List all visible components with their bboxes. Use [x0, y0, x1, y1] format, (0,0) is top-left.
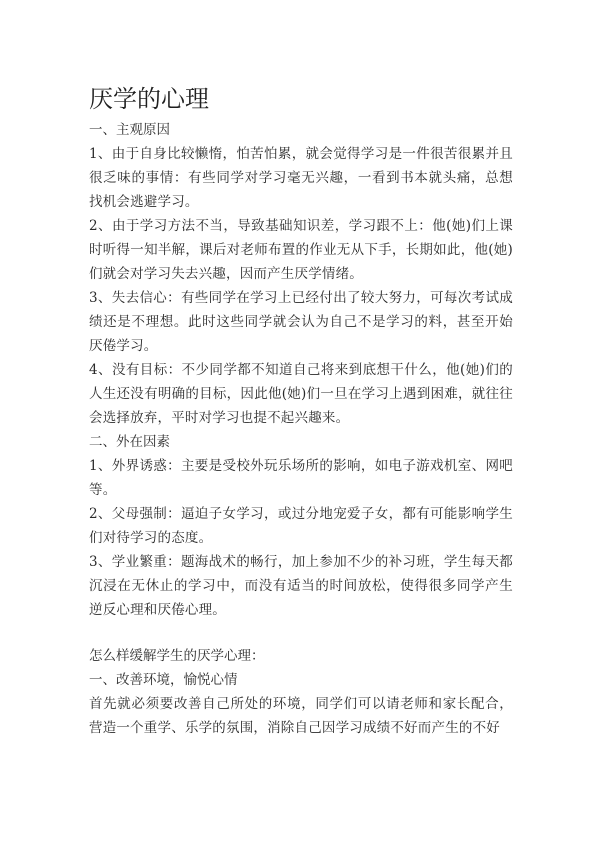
- paragraph: 3、失去信心：有些同学在学习上已经付出了较大努力，可每次考试成绩还是不理想。此时这些同学就会认为自己不是学习的料，甚至开始厌倦学习。: [89, 290, 513, 354]
- paragraph: 2、父母强制：逼迫子女学习，或过分地宠爱子女，都有可能影响学生们对待学习的态度。: [89, 506, 513, 546]
- section-heading-subjective: 一、主观原因: [89, 122, 170, 138]
- section-heading-external: 二、外在因素: [89, 434, 170, 450]
- spacer: [89, 622, 513, 644]
- paragraph: 1、由于自身比较懒惰，怕苦怕累，就会觉得学习是一件很苦很累并且很乏味的事情：有些同学对学习毫无兴趣，一看到书本就头痛，总想找机会逃避学习。: [89, 146, 513, 210]
- paragraph: 4、没有目标：不少同学都不知道自己将来到底想干什么，他(她)们的人生还没有明确的目标，因此他(她)们一旦在学习上遇到困难，就往往会选择放弃，平时对学习也提不起兴趣来。: [89, 362, 513, 426]
- paragraph: 2、由于学习方法不当，导致基础知识差，学习跟不上：他(她)们上课时听得一知半解，课后对老师布置的作业无从下手，长期如此，他(她)们就会对学习失去兴趣，因而产生厌学情绪。: [89, 218, 513, 282]
- section-heading-relief: 怎么样缓解学生的厌学心理：: [89, 648, 265, 664]
- document-page: [89, 84, 513, 740]
- paragraph: 首先就必须要改善自己所处的环境，同学们可以请老师和家长配合，营造一个重学、乐学的氛围，消除自己因学习成绩不好而产生的不好: [89, 696, 513, 736]
- document-title: 厌学的心理: [89, 85, 209, 113]
- paragraph: 1、外界诱惑：主要是受校外玩乐场所的影响，如电子游戏机室、网吧等。: [89, 458, 513, 498]
- subheading-environment: 一、改善环境，愉悦心情: [89, 672, 238, 688]
- paragraph: 3、学业繁重：题海战术的畅行，加上参加不少的补习班，学生每天都沉浸在无休止的学习中，而没有适当的时间放松，使得很多同学产生逆反心理和厌倦心理。: [89, 554, 513, 618]
